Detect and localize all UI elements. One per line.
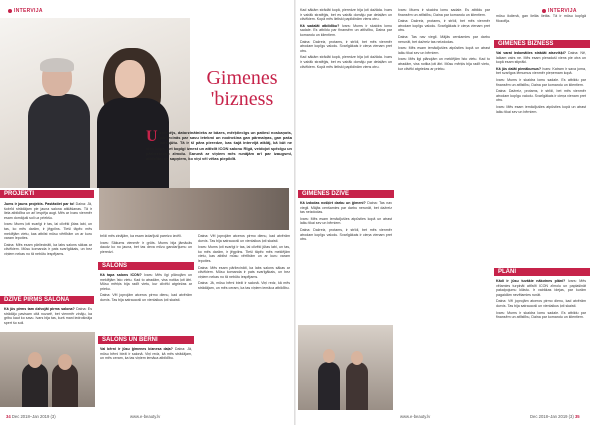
text-column-2d: Daina: Vēl joprojām atceros pirmo dienu, kad atvērām durvis. Tas bija satraucoši un vienlaikus ļoti skaisti. Ivars: Mums ļoti svarīgi ir tas, lai cilvēki jūtas labi, un tas, ko mēs darām, ir jēgpilns. Tieši tāpēc mēs meklējām vietu, kas atbilst mūsu vērtībām un ar kuru varam lepoties. Daina: Mēs esam pārliecināti, ka labs salons sākas ar cilvēkiem. Mūsu komanda ir pats svarīgākais, un bez viņiem nekas no tā nebūtu iespējams. Daina: Jā, mūsu bērni bieži ir salonā. Viņi redz, kā mēs strādājam, un mēs ceram, ka tas viņiem iemāca atbildību. <box>198 234 290 290</box>
article-lead <box>146 130 292 161</box>
qa-2: Ivars: Mums ļoti svarīgi ir tas, lai cilvēki jūtas labi, un tas, ko mēs darām, ir jēgpilns. Tieši tāpēc mēs meklējām vietu, kas atbilst mūsu vērtībām un ar kuru varam lepoties. <box>4 222 92 241</box>
bullet-dot-icon <box>8 9 12 13</box>
man-figure <box>28 60 98 188</box>
woman-figure <box>95 48 175 188</box>
section-dzive-pirms: DZĪVE PIRMS SALONA <box>0 296 94 304</box>
section-gimenes-dzive: GIMENES DZĪVE <box>298 190 394 198</box>
bullet-dot-icon <box>542 9 546 13</box>
text-column-2: brīdi mēs zinājām, ka esam izdarījuši pareizo izvēli. Ivars: Sākums vienmēr ir grūts. Mums bija jāmācās daudz ko no jauna, bet tas deva milzu gandarījumu un pieredzi. <box>100 234 192 254</box>
section-salons-berni: SALONS UN BĒRNI <box>98 336 194 344</box>
couple-photo-small <box>0 332 95 407</box>
section-header-left <box>6 8 43 14</box>
folio-site-right: www.e-beauty.lv <box>400 414 431 419</box>
article-title <box>190 68 294 110</box>
couple-photo <box>0 18 190 188</box>
text-column-2b: Kā tapa salons ICON? Ivars: Mēs ilgi plānojām un meklējām īsto vietu. Kad to atradām, viss notika ļoti ātri. Mūsu mērķis bija radīt vietu, kur cilvēki atgriežas ar prieku. Daina: Vēl joprojām atceros pirmo dienu, kad atvērām durvis. Tas bija satraucoši un vienlaikus ļoti skaisti. <box>100 273 193 302</box>
header-label: INTERVIJA <box>548 8 577 14</box>
page-gutter <box>294 0 296 425</box>
header-label: INTERVIJA <box>14 8 43 14</box>
folio-site-left: www.e-beauty.lv <box>130 414 161 419</box>
drop-cap: U <box>146 128 158 145</box>
text-column-5c: Kādi ir jūsu tuvākie nākotnes plāni? Ivars: Mēs vēlamies turpināt attīstīt ICON zīmolu un paplašināt pakalpojumu klāstu. Ir vairākas idejas, par kurām pagaidām nevēlamies runāt. Daina: Vēl joprojām atceros pirmo dienu, kad atvērām durvis. Tas bija satraucoši un vienlaikus ļoti skaisti. Ivars: Mums ir skaidra lomu sadale. Es atbildu par finansēm un attīstību, Daina par komandu un klientiem. <box>496 279 587 320</box>
lead-text: zņēmējs, datorzinātnieks ar bāzes, mērķtiecīgs un patiesi noskaņots, pārliecinās par savu ietekmi un nodrošina gan pārmaiņas, gan paša labsajūtu. Tā ir šī pāra pieredze, kas šajā intervijā atklāj, kā būt ne vien kopā, bet kopīgi iznest un attīstīt ICON salonu Rīgā, veidojot spēcīgu un pārliecinošu zīmolu. Sarunā ar viņiem mēs runājām arī par izaugsmi, atbildību un sapņiem, ko viņi vēl vēlas piepildīt. <box>146 130 292 162</box>
folio-left: 34 Dec 2018–Jan 2019 (3) <box>6 414 56 419</box>
section-salons: SALONS <box>98 262 194 270</box>
couple-photo-bottom <box>298 325 393 410</box>
section-gimenes-bizness: GIMENES BIZNESS <box>494 40 590 48</box>
text-column-3b: Kā izdodas nošķirt darbu un ģimeni? Daina: Tas nav viegli. Mājās cenšamies par darbu nerunāt, bet dažreiz tas neizdodas. Ivars: Mēs esam iemācījušies atpūsties kopā un atrast laiku tikai sev un bērniem. Daina: Dažreiz, protams, ir strīdi, bet mēs vienmēr atrodam kopīgu valodu. Svarīgākais ir cieņa vienam pret otru. <box>300 201 392 242</box>
title-line-2: 'bizness <box>210 88 274 110</box>
section-projekti: PROJEKTI <box>0 190 94 198</box>
text-column-1b: Kā jūs pirms tam dzīvojāt pirms salona? Daina: Es strādāju pavisam citā nozarē, bet vienmēr zināju, ka gribu kaut ko savu. Ivars bija tas, kurš mani iedrošināja spert šo soli. <box>4 307 92 325</box>
qa-3: Daina: Mēs esam pārliecināti, ka labs salons sākas ar cilvēkiem. Mūsu komanda ir pats svarīgākais, un bez viņiem nekas no tā nebūtu iespējams. <box>4 242 92 256</box>
text-column-4: Ivars: Mums ir skaidra lomu sadale. Es atbildu par finansēm un attīstību, Daina par komandu un klientiem. Daina: Dažreiz, protams, ir strīdi, bet mēs vienmēr atrodam kopīgu valodu. Svarīgākais ir cieņa vienam pret otru. Daina: Tas nav viegli. Mājās cenšamies par darbu nerunāt, bet dažreiz tas neizdodas. Ivars: Mēs esam iemācījušies atpūsties kopā un atrast laiku tikai sev un bērniem. Ivars: Mēs ilgi plānojām un meklējām īsto vietu. Kad to atradām, viss notika ļoti ātri. Mūsu mērķis bija radīt vietu, kur cilvēki atgriežas ar prieku. <box>398 8 490 71</box>
salon-photo <box>99 188 289 230</box>
text-column-1 <box>4 202 92 259</box>
text-column-5b: Vai varat iedomāties strādāt atsevišķi? Daina: Nē, laikam vairs ne. Mēs esam pieraduši viens pie otra un kopā esam stiprāki. Kā jūs dalāt pienākumus? Ivars: Katram ir sava joma, bet svarīgos lēmumus vienmēr pieņemam kopā. Ivars: Mums ir skaidra lomu sadale. Es atbildu par finansēm un attīstību, Daina par komandu un klientiem. Daina: Dažreiz, protams, ir strīdi, bet mēs vienmēr atrodam kopīgu valodu. Svarīgākais ir cieņa vienam pret otru. Ivars: Mēs esam iemācījušies atpūsties kopā un atrast laiku tikai sev un bērniem. <box>496 51 587 114</box>
title-line-1: Gimenes <box>206 67 278 89</box>
qa-1: Jums ir jauns projekts. Pastāstiet par to! Daina: Jā, šobrīd strādājam pie jauna salona atklāšanas. Tā ir liela atbildība un arī iespēja augt. Mēs ar Ivaru vienmēr esam domājuši soli uz priekšu. <box>4 202 92 220</box>
text-column-3: Kad sākām strādāt kopā, pieredze bija ļoti dažāda. Ivars ir vairāk stratēģis, bet es vairāk domāju par detaļām un cilvēkiem. Kopā mēs lieliski papildinām viens otru. Kā sadalāt atbildību? Ivars: Mums ir skaidra lomu sadale. Es atbildu par finansēm un attīstību, Daina par komandu un klientiem. Daina: Dažreiz, protams, ir strīdi, bet mēs vienmēr atrodam kopīgu valodu. Svarīgākais ir cieņa vienam pret otru. Kad sākām strādāt kopā, pieredze bija ļoti dažāda. Ivars ir vairāk stratēģis, bet es vairāk domāju par detaļām un cilvēkiem. Kopā mēs lieliski papildinām viens otru. <box>300 8 392 69</box>
text-column-2c: Vai bērni ir jūsu ģimenes biznesa daļa? Daina: Jā, mūsu bērni bieži ir salonā. Viņi redz, kā mēs strādājam, un mēs ceram, ka tas viņiem iemāca atbildību. <box>100 347 193 361</box>
text-column-5: mūsu ikdienā, gan lielās lietās. Tā ir mūsu kopīgā filozofija. <box>496 14 586 23</box>
section-plani: PLĀNI <box>494 268 590 276</box>
folio-right: Dec 2018–Jan 2019 (3) 35 <box>530 414 580 419</box>
